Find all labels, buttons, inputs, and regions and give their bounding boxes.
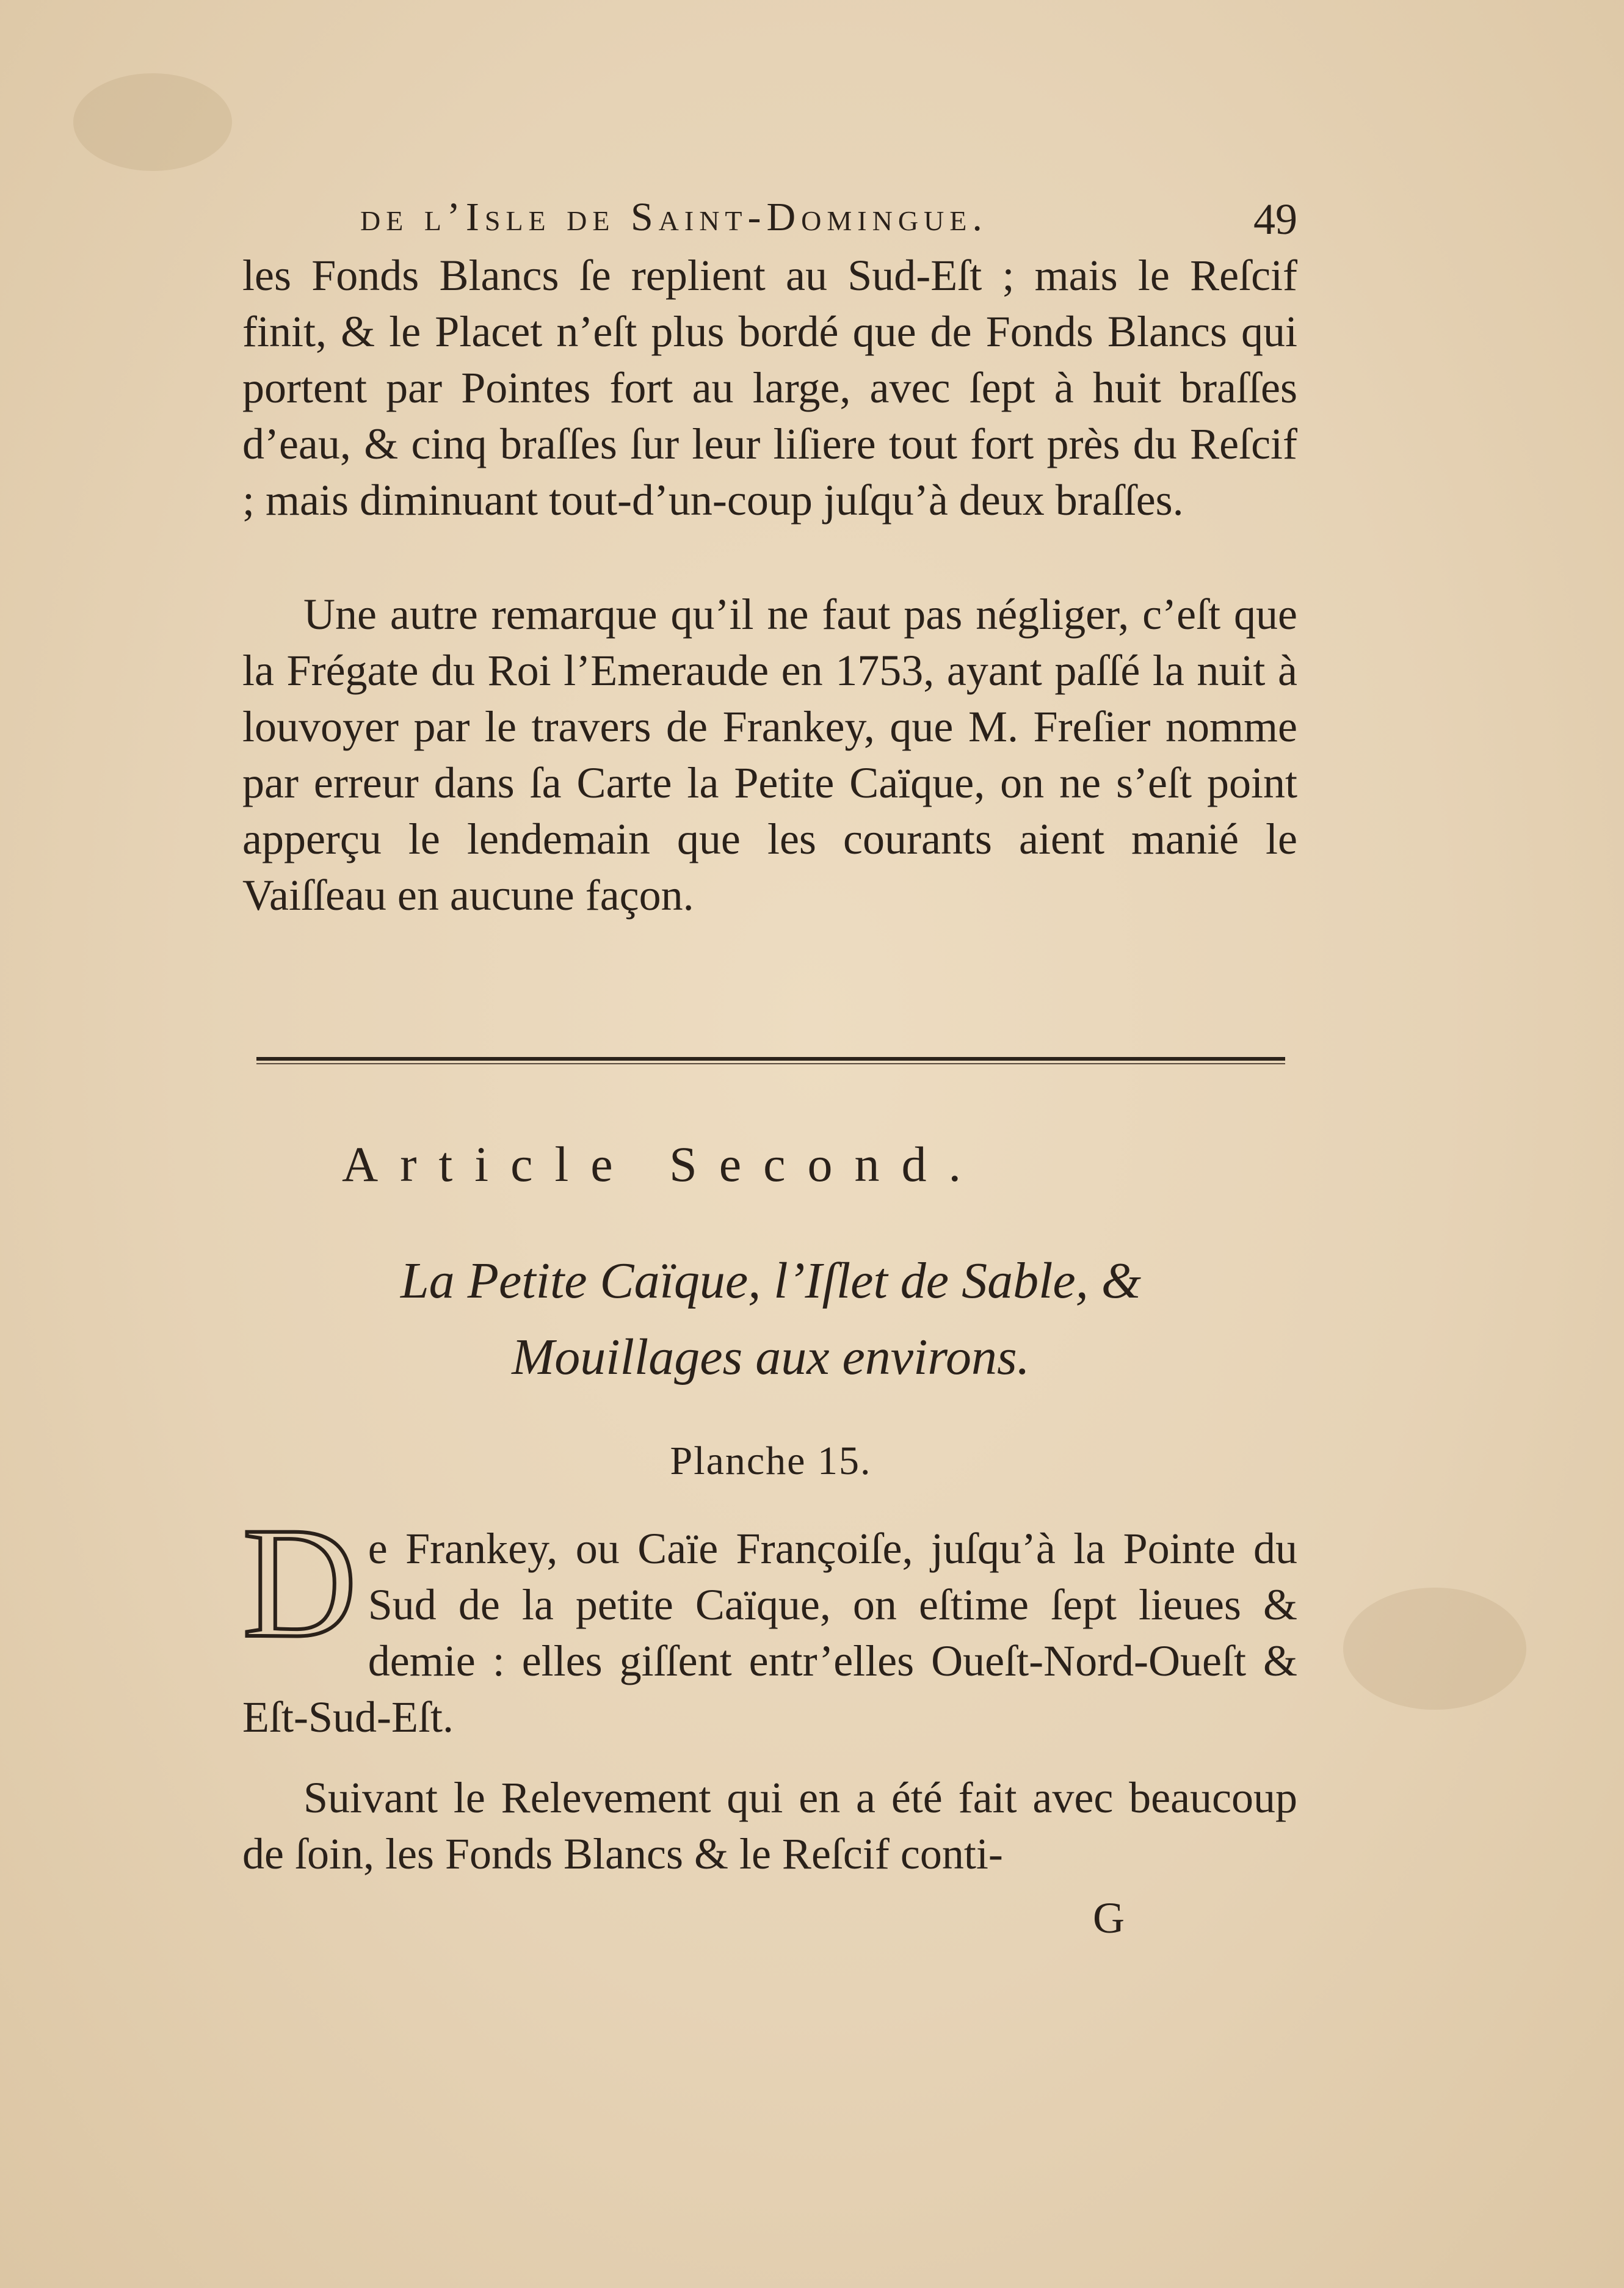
paper-stain [1343,1588,1526,1710]
page-header [244,194,1297,243]
text-block-top-2 [242,586,1297,923]
paragraph-frankey: e Frankey, ou Caïe Françoiſe, juſqu’à la Pointe du Sud de la petite Caïque, on eſtime ſept lieues & demie : elles giſſent entr’elles Oueſt-Nord-Oueſt & Eſt-Sud-Eſt. [242,1524,1297,1741]
paragraph-remark: Une autre remarque qu’il ne faut pas négliger, c’eſt que la Frégate du Roi l’Emeraude en 1753, ayant paſſé la nuit à louvoyer par le travers de Frankey, que M. Freſier nomme par erreur dans ſa Carte la Petite Caïque, on ne s’eſt point apperçu le lendemain que les courants aient manié le Vaiſſeau en aucune façon. [242,590,1297,920]
paper-stain [73,73,232,171]
plate-reference: Planche 15. [670,1439,872,1483]
catchword: G [1093,1894,1125,1942]
paragraph-relevement: Suivant le Relevement qui en a été fait avec beaucoup de ſoin, les Fonds Blancs & le Reſcif conti- [242,1773,1297,1878]
drop-cap: D [242,1495,357,1671]
text-block-bottom-1 [242,1495,1297,1745]
subtitle-line-2: Mouillages aux environs. [512,1329,1030,1386]
running-head: de l’Isle de Saint-Domingue. [360,195,988,239]
page-number: 49 [1253,195,1297,244]
article-title: Article Second. [342,1136,984,1192]
text-block-bottom-2 [242,1770,1297,1882]
subtitle-line-1: La Petite Caïque, l’Iſlet de Sable, & [400,1252,1142,1309]
paragraph-continued: les Fonds Blancs ſe replient au Sud-Eſt ; mais le Reſcif finit, & le Placet n’eſt plus bordé que de Fonds Blancs qui portent par Pointes fort au large, avec ſept à huit braſſes d’eau, & cinq braſſes ſur leur liſiere tout fort près du Reſcif ; mais diminuant tout-d’un-coup juſqu’à deux braſſes. [242,251,1297,525]
section-rule [256,1057,1285,1061]
text-block-top-1 [242,247,1297,528]
article-subtitle [244,1243,1297,1395]
